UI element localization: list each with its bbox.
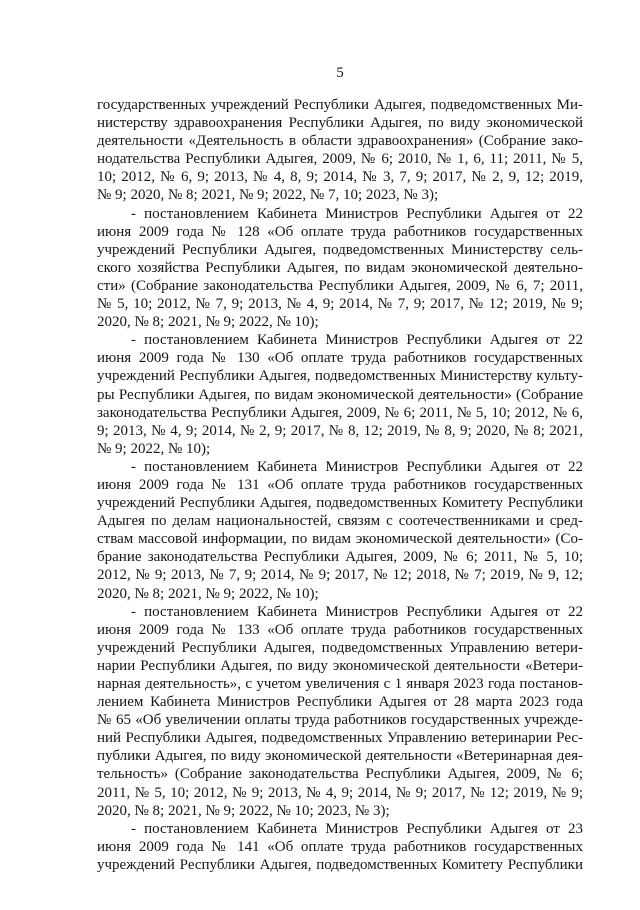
text-line: 2012, № 9; 2013, № 7, 9; 2014, № 9; 2017, № 12; 2018, № 7; 2019, № 9, 12; (97, 567, 583, 584)
text-line: июня 2009 года № 131 «Об оплате труда работников государственных (97, 476, 583, 493)
text-line: ствам массовой информации, по видам экономической деятельности» (Со- (97, 531, 583, 548)
text-line: июня 2009 года № 128 «Об оплате труда работников государственных (97, 223, 583, 240)
text-line: июня 2009 года № 130 «Об оплате труда работников государственных (97, 350, 583, 367)
text-line: № 5, 10; 2012, № 7, 9; 2013, № 4, 9; 2014, № 7, 9; 2017, № 12; 2019, № 9; (97, 296, 583, 313)
text-line: нарии Республики Адыгея, по виду экономической деятельности «Ветери- (97, 657, 583, 674)
paragraph-resolution-133 (97, 603, 583, 820)
text-line: - постановлением Кабинета Министров Республики Адыгея от 22 (131, 332, 583, 349)
paragraph-resolution-128 (97, 205, 583, 332)
text-line: 2020, № 8; 2021, № 9; 2022, № 10); (97, 314, 319, 331)
text-line: учреждений Республики Адыгея, подведомственных Министерству культу- (97, 368, 583, 385)
text-line: государственных учреждений Республики Адыгея, подведомственных Ми- (97, 97, 583, 113)
text-line: публики Адыгея, по виду экономической деятельности «Ветеринарная дея- (97, 748, 583, 765)
paragraph-resolution-141 (97, 820, 583, 874)
text-line: нодательства Республики Адыгея, 2009, № 6; 2010, № 1, 6, 11; 2011, № 5, (97, 151, 583, 168)
text-line: Адыгея по делам национальностей, связям с соотечественниками и сред- (97, 513, 583, 530)
text-line: сти» (Собрание законодательства Республики Адыгея, 2009, № 6, 7; 2011, (97, 277, 583, 294)
text-line: тельность» (Собрание законодательства Республики Адыгея, 2009, № 6; (97, 766, 583, 783)
text-line: нарная деятельность», с учетом увеличения с 1 января 2023 года постанов- (97, 676, 583, 692)
page-number: 5 (336, 65, 344, 81)
text-line: ского хозяйства Республики Адыгея, по видам экономической деятельно- (97, 259, 583, 276)
text-line: № 9; 2022, № 10); (97, 440, 211, 457)
text-line: лением Кабинета Министров Республики Адыгея от 28 марта 2023 года (97, 694, 583, 711)
text-line: нистерству здравоохранения Республики Адыгея, по виду экономической (97, 115, 583, 132)
text-line: - постановлением Кабинета Министров Республики Адыгея от 22 (131, 603, 583, 620)
text-line: учреждений Республики Адыгея, подведомственных Управлению ветери- (97, 639, 583, 656)
text-line: учреждений Республики Адыгея, подведомственных Комитету Республики (97, 856, 583, 873)
text-line: - постановлением Кабинета Министров Республики Адыгея от 22 (131, 458, 583, 475)
text-line: июня 2009 года № 133 «Об оплате труда работников государственных (97, 621, 583, 638)
text-line: учреждений Республики Адыгея, подведомственных Министерству сель- (97, 241, 583, 258)
document-body (97, 96, 583, 874)
text-line: 9; 2013, № 4, 9; 2014, № 2, 9; 2017, № 8, 12; 2019, № 8, 9; 2020, № 8; 2021, (97, 422, 583, 439)
paragraph-resolution-130 (97, 331, 583, 458)
paragraph-continuation (97, 96, 583, 205)
text-line: - постановлением Кабинета Министров Республики Адыгея от 22 (131, 205, 583, 222)
text-line: № 9; 2020, № 8; 2021, № 9; 2022, № 7, 10; 2023, № 3); (97, 187, 439, 204)
text-line: 2020, № 8; 2021, № 9; 2022, № 10); (97, 585, 319, 602)
text-line: 10; 2012, № 6, 9; 2013, № 4, 8, 9; 2014, № 3, 7, 9; 2017, № 2, 9, 12; 2019, (97, 169, 583, 186)
text-line: брание законодательства Республики Адыгея, 2009, № 6; 2011, № 5, 10; (97, 549, 583, 566)
text-line: ры Республики Адыгея, по видам экономической деятельности» (Собрание (97, 386, 583, 403)
text-line: - постановлением Кабинета Министров Республики Адыгея от 23 (131, 820, 583, 837)
text-line: учреждений Республики Адыгея, подведомственных Комитету Республики (97, 495, 583, 512)
text-line: законодательства Республики Адыгея, 2009, № 6; 2011, № 5, 10; 2012, № 6, (97, 404, 583, 421)
text-line: № 65 «Об увеличении оплаты труда работников государственных учрежде- (97, 712, 583, 729)
text-line: июня 2009 года № 141 «Об оплате труда работников государственных (97, 838, 583, 855)
paragraph-resolution-131 (97, 458, 583, 603)
text-line: деятельности «Деятельность в области здравоохранения» (Собрание зако- (97, 133, 583, 150)
text-line: 2020, № 8; 2021, № 9; 2022, № 10; 2023, № 3); (97, 802, 390, 819)
text-line: ний Республики Адыгея, подведомственных Управлению ветеринарии Рес- (97, 730, 583, 747)
text-line: 2011, № 5, 10; 2012, № 9; 2013, № 4, 9; 2014, № 9; 2017, № 12; 2019, № 9; (97, 784, 583, 801)
